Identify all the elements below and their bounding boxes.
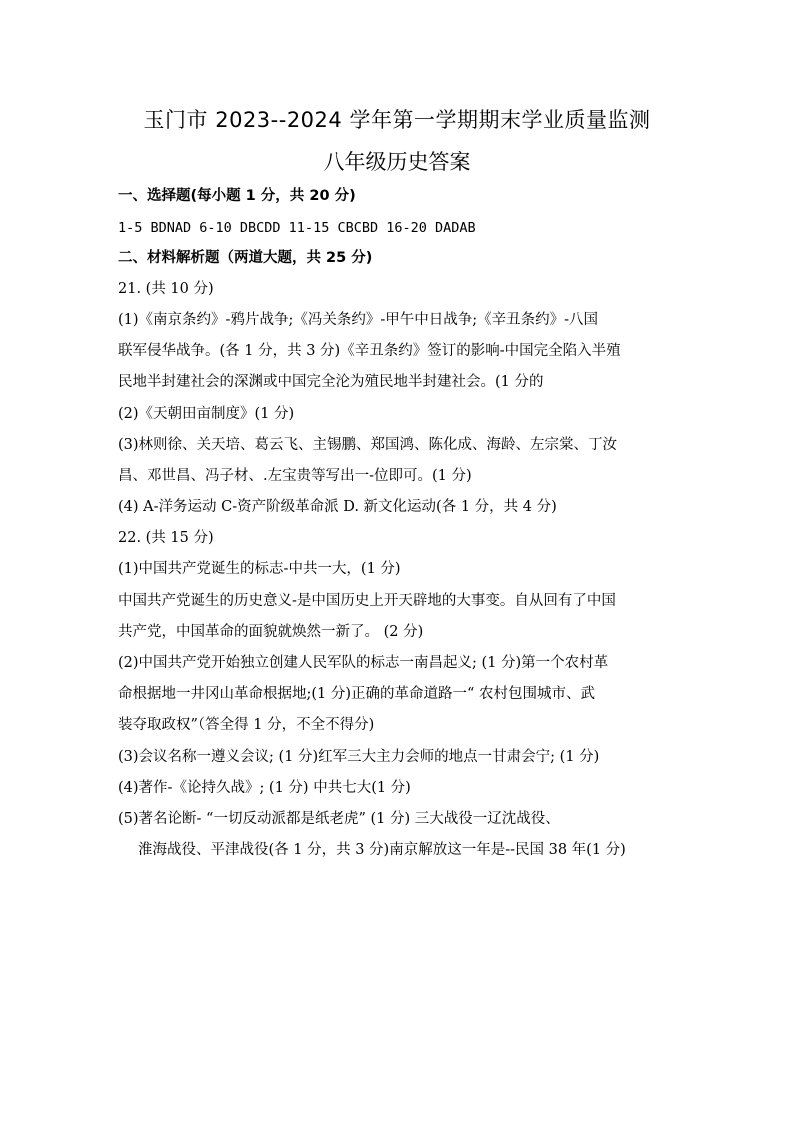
q22-line-3: 共产党，中国革命的面貌就焕然一新了。 (2 分) (118, 624, 424, 640)
q21-line-2: 联军侵华战争。(各 1 分，共 3 分)《辛丑条约》签订的影响-中国完全陷入半殖 (118, 343, 621, 359)
q22-line-9: (5)著名论断- “一切反动派都是纸老虎” (1 分) 三大战役一辽沈战役、 (118, 811, 560, 827)
section2-heading: 二、材料解析题（两道大题，共 25 分) (118, 250, 373, 266)
document-subtitle: 八年级历史答案 (323, 150, 471, 174)
q22-heading: 22. (共 15 分) (118, 530, 214, 546)
q21-line-3: 民地半封建社会的深渊或中国完全沦为殖民地半封建社会。(1 分的 (118, 374, 544, 390)
q21-line-6: 昌、邓世昌、冯子材、.左宝贵等写出一-位即可。(1 分) (118, 468, 472, 484)
mc-answers: 1-5 BDNAD 6-10 DBCDD 11-15 CBCBD 16-20 DADAB (118, 220, 476, 236)
q22-line-8: (4)著作-《论持久战》; (1 分) 中共七大(1 分) (118, 780, 411, 796)
q22-line-6: 装夺取政权”（答全得 1 分，不全不得分) (118, 717, 375, 733)
document-title: 玉门市 2023--2024 学年第一学期期末学业质量监测 (143, 108, 651, 132)
q22-line-2: 中国共产党诞生的历史意义-是中国历史上开天辟地的大事变。自从回有了中国 (118, 593, 616, 609)
q21-line-1: (1)《南京条约》-鸦片战争;《冯关条约》-甲午中日战争;《辛丑条约》-八国 (118, 312, 599, 328)
q21-line-7: (4) A-洋务运动 C-资产阶级革命派 D. 新文化运动(各 1 分，共 4 分) (118, 499, 557, 515)
q22-line-4: (2)中国共产党开始独立创建人民军队的标志一南昌起义; (1 分)第一个农村革 (118, 655, 609, 671)
q22-line-7: (3)会议名称一遵义会议; (1 分)红军三大主力会师的地点一甘肃会宁; (1 分) (118, 749, 600, 765)
q22-line-5: 命根据地一井冈山革命根据地;(1 分)正确的革命道路一“ 农村包围城市、武 (118, 686, 596, 702)
section1-heading: 一、选择题(每小题 1 分，共 20 分) (118, 188, 356, 204)
q22-line-1: (1)中国共产党诞生的标志-中共一大，(1 分) (118, 561, 401, 577)
q21-line-4: (2)《天朝田亩制度》(1 分) (118, 406, 295, 422)
q21-heading: 21. (共 10 分) (118, 281, 214, 297)
q22-line-10: 淮海战役、平津战役(各 1 分，共 3 分)南京解放这一年是--民国 38 年(1 分) (138, 842, 626, 858)
q21-line-5: (3)林则徐、关天培、葛云飞、主锡鹏、郑国鸿、陈化成、海龄、左宗棠、丁汝 (118, 437, 618, 453)
